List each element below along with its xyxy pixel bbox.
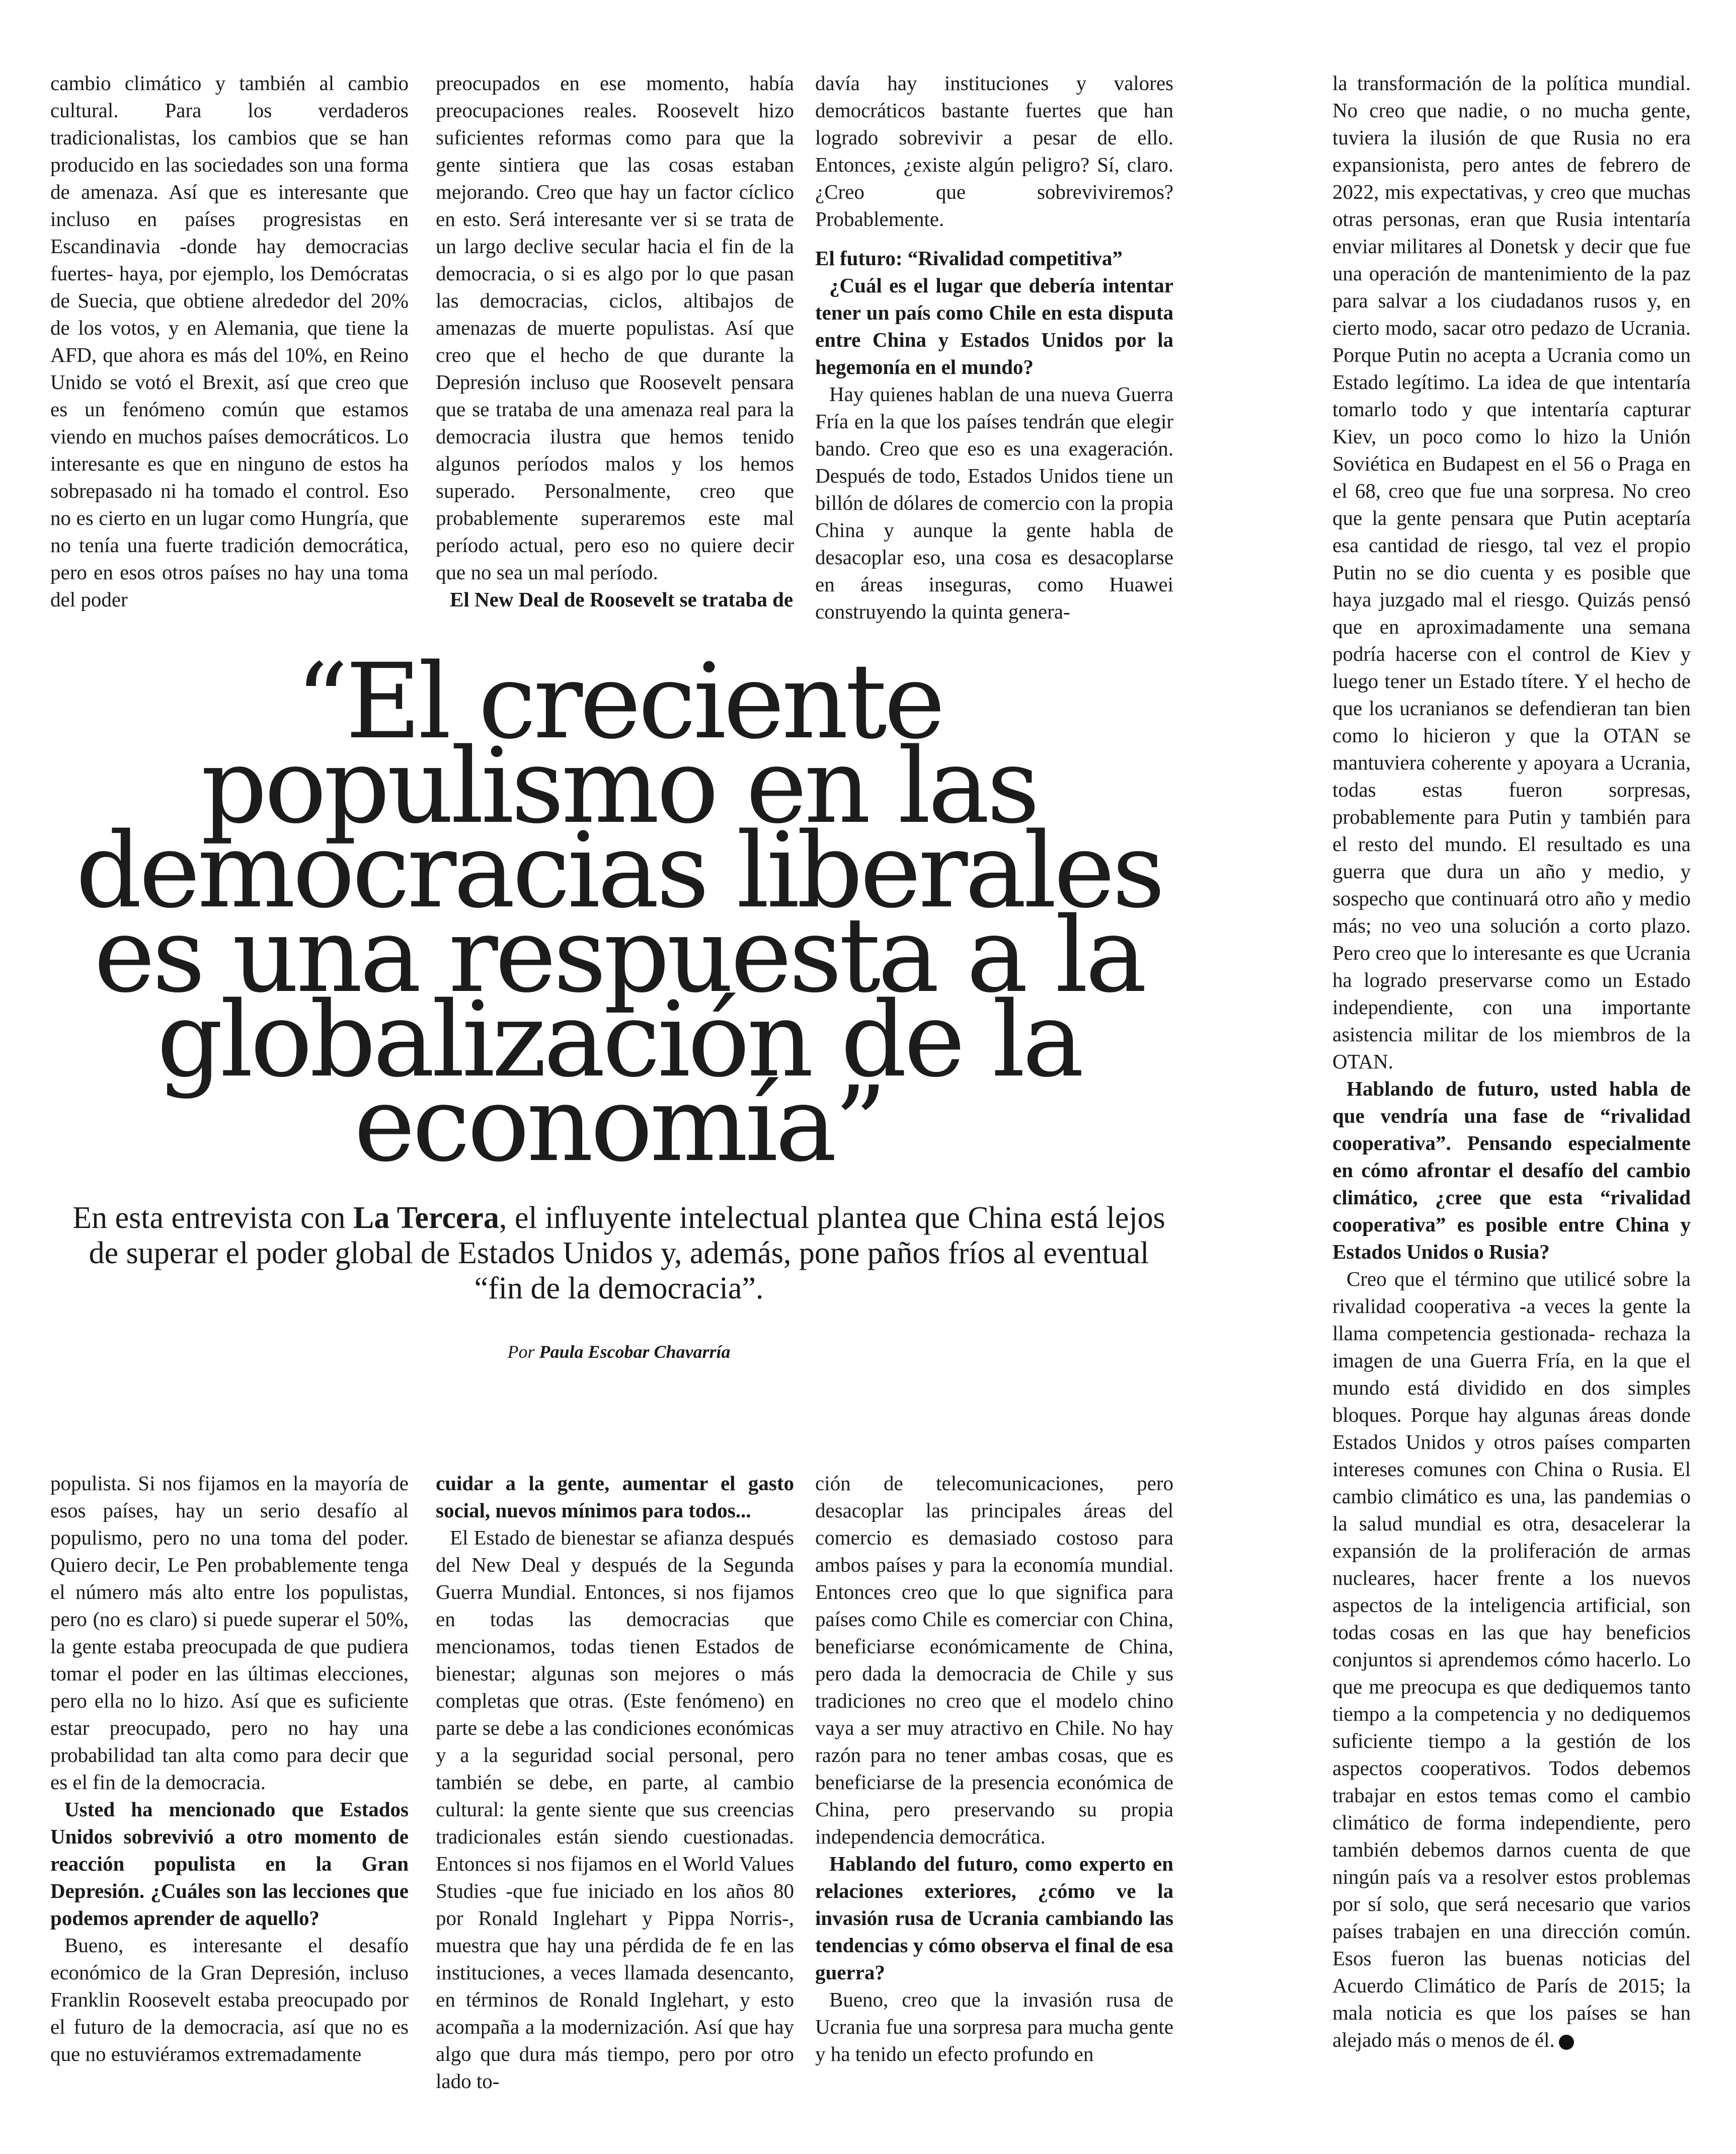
closing-paragraph-text: Creo que el término que utilicé sobre la rivalidad cooperativa -a veces la gente la llama competencia gestionada- rechaza la imagen de una Guerra Fría, en la que el mundo está dividido en dos simples bloques. Porque hay algunas áreas donde Estados Unidos y otros países comparten intereses comunes con China o Rusia. El cambio climático es una, las pandemias o la salud mundial es otra, desacelerar la expansión de la proliferación de armas nucleares, hacer frente a los nuevos aspectos de la inteligencia artificial, son todas cosas en las que hay beneficios conjuntos si aprendemos cómo hacerlo. Lo que me preocupa es que dediquemos tanto tiempo a la competencia y no dediquemos suficiente tiempo a la gestión de los aspectos cooperativos. Todos debemos trabajar en estos temas como el cambio climático de forma independiente, pero también debemos darnos cuenta de que ningún país va a resolver estos problemas por sí solo, que será necesario que varios países trabajen en una dirección común. Esos fueron las buenas noticias del Acuerdo Climático de París de 2015; la mala noticia es que los países se han alejado más o menos de él. [1332, 1267, 1691, 2051]
interview-question: Hablando del futuro, como experto en relaciones exteriores, ¿cómo ve la invasión rusa de Ucrania cambiando las tendencias y cómo observa el final de esa guerra? [815, 1852, 1173, 1984]
body-paragraph [1332, 1265, 1691, 2053]
body-paragraph: populista. Si nos fijamos en la mayoría de esos países, hay un serio desafío al populismo, pero no una toma del poder. Quiero decir, Le Pen probablemente tenga el número más alto entre los populistas, pero (no es claro) si puede superar el 50%, la gente estaba preocupada de que pudiera tomar el poder en las últimas elecciones, pero ella no lo hizo. Así que es suficiente estar preocupado, pero no hay una probabilidad tan alta como para decir que es el fin de la democracia. [50, 1472, 409, 1794]
column-1-top [50, 69, 409, 613]
column-3-bottom [815, 1470, 1173, 2067]
deck-text-before: En esta entrevista con [72, 1201, 353, 1235]
publication-name: La Tercera [353, 1201, 499, 1235]
body-paragraph: El Estado de bienestar se afianza después del New Deal y después de la Segunda Guerra Mundial. Entonces, si nos fijamos en todas las democracias que mencionamos, todas tienen Estados de bienestar; algunas son mejores o más completas que otras. (Este fenómeno) en parte se debe a las condiciones económicas y a la seguridad social personal, pero también se debe, en parte, al cambio cultural: la gente siente que sus creencias tradicionales están siendo cuestionadas. Entonces si nos fijamos en el World Values Studies -que fue iniciado en los años 80 por Ronald Inglehart y Pippa Norris-, muestra que hay una pérdida de fe en las instituciones, a veces llamada desencanto, en términos de Ronald Inglehart, y esto acompaña a la modernización. Así que hay algo que dura más tiempo, pero por otro lado to- [436, 1526, 794, 2093]
body-paragraph: Hay quienes hablan de una nueva Guerra Fría en la que los países tendrán que elegir bando. Creo que eso es una exageración. Después de todo, Estados Unidos tiene un billón de dólares de comercio con la propia China y aunque la gente habla de desacoplar eso, una cosa es desacoplarse en áreas inseguras, como Huawei construyendo la quinta genera- [815, 382, 1173, 623]
question-lead: El New Deal de Roosevelt se trataba de [450, 588, 794, 611]
body-paragraph: Bueno, creo que la invasión rusa de Ucrania fue una sorpresa para mucha gente y ha tenido un efecto profundo en [815, 1988, 1173, 2065]
interview-question: Hablando de futuro, usted habla de que vendría una fase de “rivalidad cooperativa”. Pensando especialmente en cómo afrontar el desafío del cambio climático, ¿cree que esta “rivalidad cooperativa” es posible entre China y Estados Unidos o Rusia? [1332, 1077, 1691, 1263]
body-paragraph: Bueno, es interesante el desafío económico de la Gran Depresión, incluso Franklin Roosevelt estaba preocupado por el futuro de la democracia, así que no es que no estuviéramos extremadamente [50, 1934, 409, 2065]
column-2-bottom [436, 1470, 794, 2095]
body-paragraph: cambio climático y también al cambio cultural. Para los verdaderos tradicionalistas, los cambios que se han producido en las sociedades son una forma de amenaza. Así que es interesante que incluso en países progresistas en Escandinavia -donde hay democracias fuertes- haya, por ejemplo, los Demócratas de Suecia, que obtiene alrededor del 20% de los votos, y en Alemania, que tiene la AFD, que ahora es más del 10%, en Reino Unido se votó el Brexit, así que creo que es un fenómeno común que estamos viendo en muchos países democráticos. Lo interesante es que en ninguno de estos ha sobrepasado ni ha tomado el control. Eso no es cierto en un lugar como Hungría, que no tenía una fuerte tradición democrática, pero en esos otros países no hay una toma del poder [50, 71, 409, 611]
column-3-top [815, 69, 1173, 625]
body-paragraph: ción de telecomunicaciones, pero desacoplar las principales áreas del comercio es demasiado costoso para ambos países y para la economía mundial. Entonces creo que lo que significa para países como Chile es comerciar con China, beneficiarse económicamente de China, pero dada la democracia de Chile y sus tradiciones no creo que el modelo chino vaya a ser muy atractivo en Chile. No hay razón para no tener ambas cosas, que es beneficiarse de la presencia económica de China, pero preservando su propia independencia democrática. [815, 1472, 1173, 1848]
byline-author: Paula Escobar Chavarría [539, 1342, 731, 1362]
column-1-bottom [50, 1470, 409, 2067]
body-paragraph: la transformación de la política mundial. No creo que nadie, o no mucha gente, tuviera la ilusión de que Rusia no era expansionista, pero antes de febrero de 2022, mis expectativas, y creo que muchas otras personas, eran que Rusia intentaría enviar militares al Donetsk y decir que fue una operación de mantenimiento de la paz para salvar a los ciudadanos rusos y, en cierto modo, sacar otro pedazo de Ucrania. Porque Putin no acepta a Ucrania como un Estado legítimo. La idea de que intentaría tomarlo todo y que intentaría capturar Kiev, un poco como lo hizo la Unión Soviética en Budapest en el 56 o Praga en el 68, creo que fue una sorpresa. No creo que la gente pensara que Putin aceptaría esa cantidad de riesgo, tal vez el propio Putin no se dio cuenta y es posible que haya juzgado mal el riesgo. Quizás pensó que en aproximadamente una semana podría hacerse con el control de Kiev y luego tener un Estado títere. Y el hecho de que los ucranianos se defendieran tan bien como lo hicieron y que la OTAN se mantuviera coherente y apoyara a Ucrania, todas estas fueron sorpresas, probablemente para Putin y también para el resto del mundo. El resultado es una guerra que dura un año y medio, y sospecho que continuará otro año y medio más; no veo una solución a corto plazo. Pero creo que lo interesante es que Ucrania ha logrado preservarse como un Estado independiente, con una importante asistencia militar de los miembros de la OTAN. [1332, 71, 1691, 1073]
deck-text-after: , el influyente intelectual plantea que China está lejos de superar el poder global de Estados Unidos y, además, pone paños fríos al eventual “fin de la democracia”. [89, 1201, 1165, 1305]
column-2-top [436, 69, 794, 613]
section-subhead: El futuro: “Rivalidad competitiva” [815, 247, 1123, 270]
body-paragraph: davía hay instituciones y valores democráticos bastante fuertes que han logrado sobrevivir a pesar de ello. Entonces, ¿existe algún peligro? Sí, claro. ¿Creo que sobreviviremos? Probablemente. [815, 71, 1173, 230]
interview-question: ¿Cuál es el lugar que debería intentar tener un país como Chile en esta disputa entre China y Estados Unidos por la hegemonía en el mundo? [815, 274, 1173, 378]
byline-prefix: Por [507, 1342, 539, 1362]
interview-question: Usted ha mencionado que Estados Unidos sobrevivió a otro momento de reacción populista en la Gran Depresión. ¿Cuáles son las lecciones que podemos aprender de aquello? [50, 1798, 409, 1930]
headline-quote: “El creciente populismo en las democracias liberales es una respuesta a la globalización de la economía” [75, 641, 1162, 1185]
byline [65, 1341, 1172, 1362]
end-mark-icon [1559, 2035, 1574, 2050]
body-paragraph: preocupados en ese momento, había preocupaciones reales. Roosevelt hizo suficientes reformas como para que la gente sintiera que las cosas estaban mejorando. Creo que hay un factor cíclico en esto. Será interesante ver si se trata de un largo declive secular hacia el fin de la democracia, o si es algo por lo que pasan las democracias, ciclos, altibajos de amenazas de muerte populistas. Así que creo que el hecho de que durante la Depresión incluso que Roosevelt pensara que se trataba de una amenaza real para la democracia ilustra que hemos tenido algunos períodos malos y los hemos superado. Personalmente, creo que probablemente superaremos este mal período actual, pero eso no quiere decir que no sea un mal período. [436, 71, 794, 584]
column-4 [1332, 69, 1691, 2053]
question-lead-continued: cuidar a la gente, aumentar el gasto social, nuevos mínimos para todos... [436, 1472, 794, 1522]
deck [65, 1200, 1172, 1306]
